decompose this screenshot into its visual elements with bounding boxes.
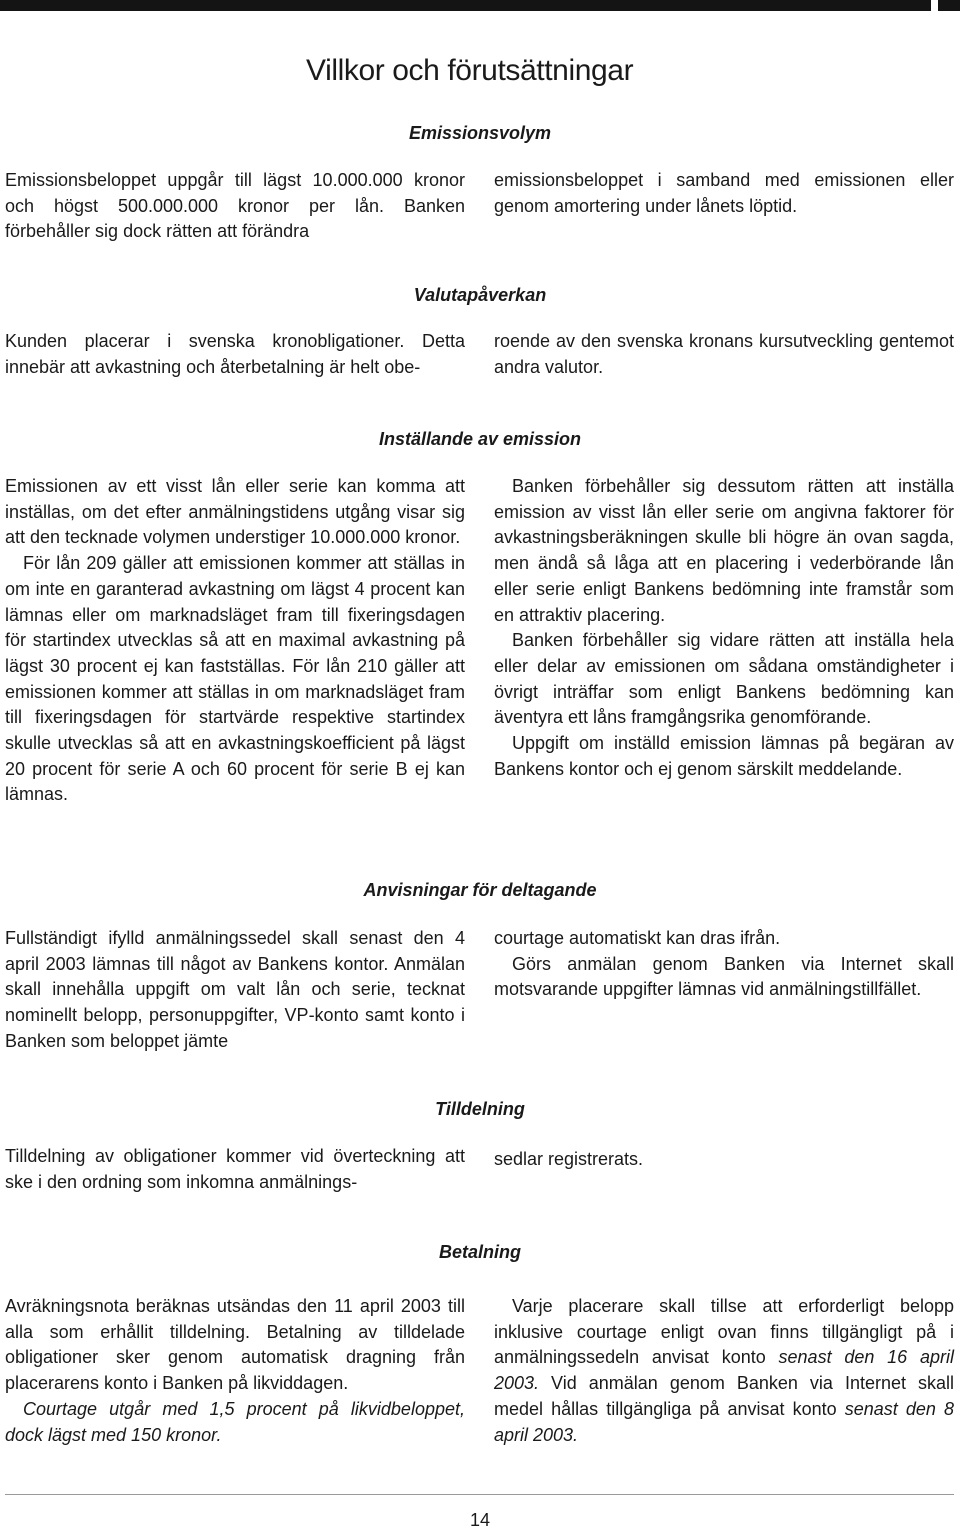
tilldelning-left: Tilldelning av obligationer kommer vid överteckning att ske i den ordning som inkomna anmälnings-	[5, 1146, 465, 1192]
anvisningar-right-p1: courtage automatiskt kan dras ifrån.	[494, 928, 781, 948]
emissionsvolym-right: emissionsbeloppet i samband med emissionen eller genom amortering under lånets löptid.	[494, 170, 954, 216]
installande-right-p1: Banken förbehåller sig dessutom rätten att inställa emission av visst lån eller serie om angivna faktorer för avkastningsberäkningen skulle bli högre än ovan sagda, men ändå så låga att en placering i vederbörande lån eller serie enligt Bankens bedömning inte framstår som en attraktiv placering.	[494, 476, 954, 625]
betalning-left	[5, 1294, 465, 1448]
installande-left-p2: För lån 209 gäller att emissionen kommer att ställas in om inte en garanterad avkastning om lägst 4 procent kan lämnas eller om marknadsläget fram till fixeringsdagen för startindex utvecklas så att en maximal avkastning på lägst 30 procent ej kan fastställas. För lån 210 gäller att emissionen kommer att ställas in om marknadsläget fram till fixeringsdagen för startvärde respektive startindex skulle utvecklas så att en avkastningskoefficient på lägst 20 procent för serie A och 60 procent för serie B ej kan lämnas.	[5, 553, 465, 805]
top-bar-gap	[931, 0, 938, 11]
top-bar-end	[938, 0, 960, 11]
installande-right	[494, 474, 954, 782]
valutapaverkan-left: Kunden placerar i svenska kronobligationer. Detta innebär att avkastning och återbetalning är helt obe-	[5, 331, 465, 377]
betalning-left-p1: Avräkningsnota beräknas utsändas den 11 april 2003 till alla som erhållit tilldelning. Betalning av tilldelade obligationer sker genom automatisk dragning från placerarens konto i Banken på likviddagen.	[5, 1296, 465, 1394]
heading-emissionsvolym: Emissionsvolym	[408, 123, 552, 143]
heading-betalning: Betalning	[438, 1242, 521, 1262]
anvisningar-left: Fullständigt ifylld anmälningssedel skall senast den 4 april 2003 lämnas till något av Bankens kontor. Anmälan skall innehålla uppgift om valt lån och serie, tecknat nominellt belopp, personuppgifter, VP-konto samt konto i Banken som beloppet jämte	[5, 928, 465, 1051]
installande-left	[5, 474, 465, 808]
installande-left-p1: Emissionen av ett visst lån eller serie kan komma att inställas, om det efter anmälningstidens utgång visar sig att den tecknade volymen understiger 10.000.000 kronor.	[5, 476, 465, 548]
betalning-right	[494, 1294, 954, 1448]
valutapaverkan-right: roende av den svenska kronans kursutveckling gentemot andra valutor.	[494, 331, 954, 377]
betalning-left-p2: Courtage utgår med 1,5 procent på likvidbeloppet, dock lägst med 150 kronor.	[5, 1398, 465, 1445]
heading-tilldelning: Tilldelning	[435, 1099, 525, 1119]
heading-valutapaverkan: Valutapåverkan	[413, 285, 547, 305]
page-number: 14	[469, 1510, 491, 1530]
top-bar	[0, 0, 960, 11]
installande-right-p2: Banken förbehåller sig vidare rätten att inställa hela eller delar av emissionen om sådana omständigheter i övrigt inträffar som enligt Bankens bedömning kan äventyra ett låns framgångsrika genomförande.	[494, 630, 954, 728]
heading-anvisningar: Anvisningar för deltagande	[363, 880, 597, 900]
betalning-right-text-c: Vid anmälan genom Banken via Internet skall medel hållas tillgängliga på anvisat konto	[494, 1373, 954, 1419]
installande-right-p3: Uppgift om inställd emission lämnas på begäran av Bankens kontor och ej genom särskilt meddelande.	[494, 733, 954, 779]
betalning-right-date-2: senast den 8 april 2003.	[494, 1398, 955, 1445]
footer-divider	[5, 1494, 954, 1495]
anvisningar-right	[494, 926, 954, 1003]
emissionsvolym-left: Emissionsbeloppet uppgår till lägst 10.000.000 kronor och högst 500.000.000 kronor per lån. Banken förbehåller sig dock rätten att förändra	[5, 170, 465, 242]
page-title: Villkor och förutsättningar	[306, 54, 634, 87]
tilldelning-right: sedlar registrerats.	[494, 1149, 644, 1169]
anvisningar-right-p2: Görs anmälan genom Banken via Internet skall motsvarande uppgifter lämnas vid anmälningstillfället.	[494, 953, 954, 1000]
betalning-right-date-1: senast den 16 april 2003.	[494, 1347, 954, 1394]
top-bar-black	[0, 0, 931, 11]
heading-installande: Inställande av emission	[378, 429, 582, 449]
betalning-right-text-a: Varje placerare skall tillse att erforderligt belopp inklusive courtage enligt ovan finns tillgängligt på i anmälningssedeln anvisat konto	[494, 1296, 954, 1368]
betalning-right-p1	[494, 1294, 954, 1448]
